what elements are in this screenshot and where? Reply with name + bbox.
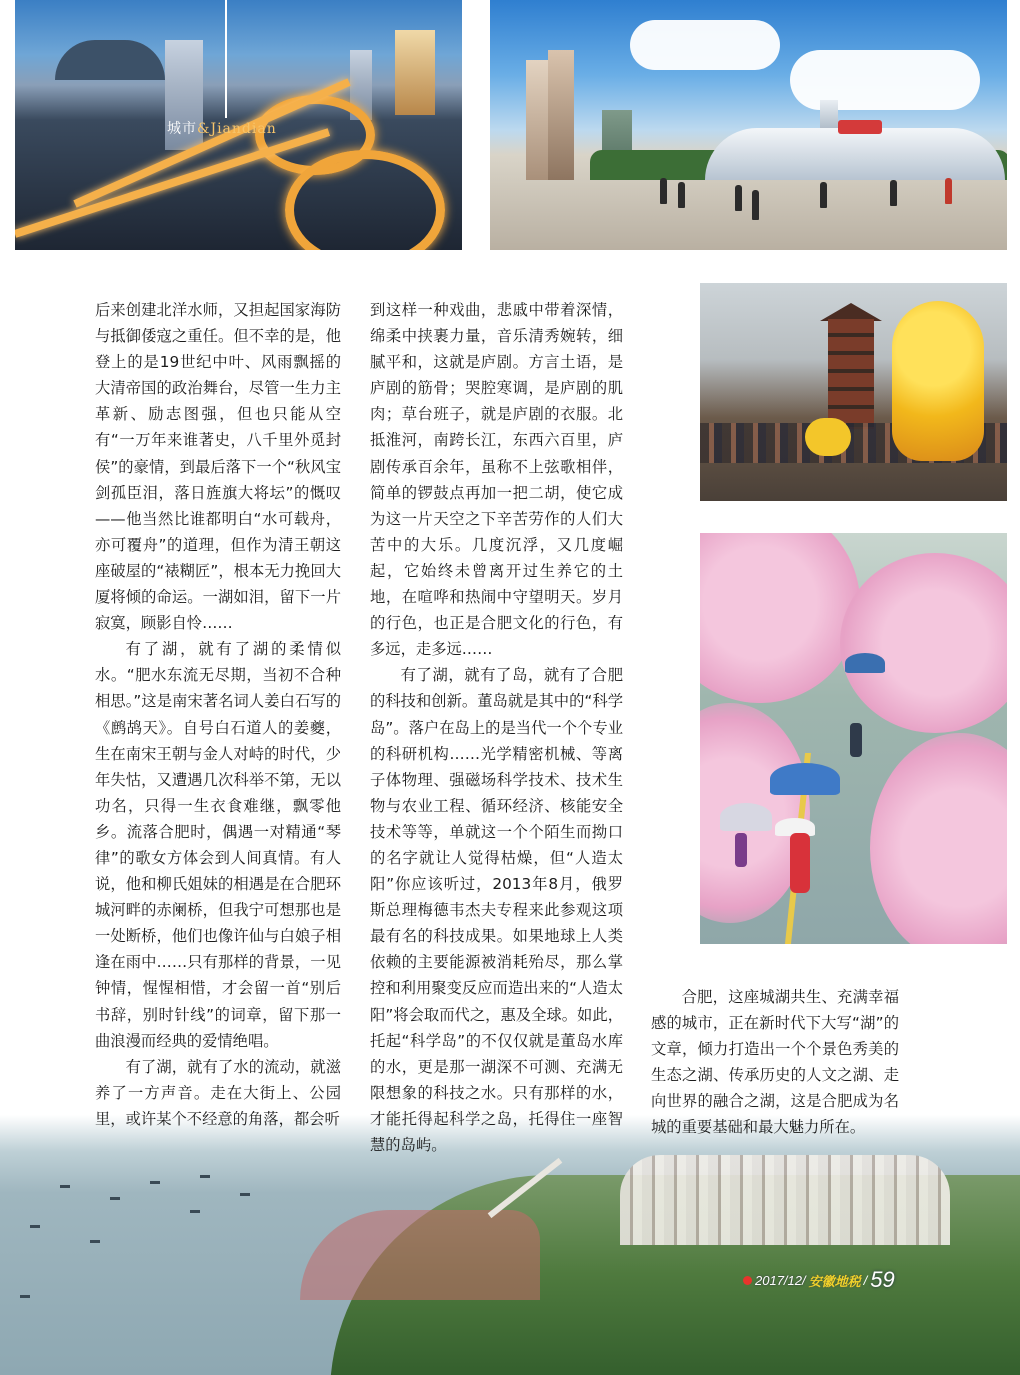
- photo-boat: [240, 1193, 250, 1196]
- photo-umbrella: [770, 763, 840, 795]
- page-folio: [743, 1268, 895, 1292]
- article-column-3: [651, 984, 899, 1141]
- photo-town-area: [620, 1155, 950, 1245]
- article-paragraph: 后来创建北洋水师，又担起国家海防与抵御倭寇之重任。但不幸的是，他登上的是19世纪中叶、风雨飘摇的大清帝国的政治舞台，尽管一生力主革新、励志图强，但也只能从空有“一万年来谁著史，八千里外觅封侯”的豪情，到最后落下一个“秋风宝剑孤臣泪，落日旌旗大将坛”的慨叹——他当然比谁都明白“水可载舟，亦可覆舟”的道理，但作为清王朝这座破屋的“裱糊匠”，根本无力挽回大厦将倾的命运。一湖如泪，留下一片寂寞，顾影自怜……: [95, 301, 341, 633]
- photo-person-shape: [890, 180, 897, 206]
- article-paragraph: 有了湖，就有了水的流动，就滋养了一方声音。走在大街上、公园里，或许某个不经意的角落，都会听: [95, 1057, 341, 1128]
- photo-walker: [850, 723, 862, 757]
- photo-cloud-shape: [790, 50, 980, 110]
- photo-lion-dance: [700, 283, 1007, 501]
- photo-person-shape: [660, 178, 667, 204]
- photo-walker: [735, 833, 747, 867]
- photo-umbrella: [720, 803, 772, 831]
- article-column-1: [95, 297, 341, 1132]
- folio-dot-icon: [743, 1276, 752, 1285]
- photo-building-shape: [548, 50, 574, 180]
- photo-hill-shape: [55, 40, 165, 80]
- photo-boat: [190, 1210, 200, 1213]
- photo-exhibition-hall: [705, 128, 1005, 180]
- photo-person-shape: [678, 182, 685, 208]
- photo-person-shape: [820, 182, 827, 208]
- photo-boat: [90, 1240, 100, 1243]
- photo-shore-area: [300, 1210, 540, 1300]
- page-number: 59: [870, 1267, 895, 1292]
- photo-boat: [150, 1181, 160, 1184]
- folio-separator: /: [863, 1272, 868, 1288]
- photo-decor-line: [225, 0, 227, 118]
- article-paragraph: 有了湖，就有了岛，就有了合肥的科技和创新。董岛就是其中的“科学岛”。落户在岛上的是当代一个个专业的科研机构……光学精密机械、等离子体物理、强磁场科学技术、技术生物与农业工程、循环经济、核能安全技术等等，单就这一个个陌生而拗口的名字就让人觉得枯燥，但“人造太阳”你应该听过，2013年8月，俄罗斯总理梅德韦杰夫专程来此参观这项最有名的科技成果。如果地球上人类依赖的主要能源被消耗殆尽，那么掌控和利用聚变反应而造出来的“人造太阳”将会取而代之，惠及全球。如此，托起“科学岛”的不仅仅就是董岛水库的水，更是那一湖深不可测、充满无限想象的科技之水。只有那样的水，才能托得起科学之岛，托得住一座智慧的岛屿。: [370, 666, 623, 1154]
- article-paragraph: 到这样一种戏曲，悲戚中带着深情，绵柔中挟裹力量，音乐清秀婉转，细腻平和，这就是庐剧。方言土语，是庐剧的筋骨；哭腔寒调，是庐剧的肌肉；草台班子，就是庐剧的衣服。北抵淮河，南跨长江，东西六百里，庐剧传承百余年，虽称不上弦歌相伴，简单的锣鼓点再加一把二胡，使它成为这一片天空之下辛苦劳作的人们大苦中的大乐。几度沉浮，又几度崛起，它始终未曾离开过生养它的土地，在喧哗和热闹中守望明天。岁月的行色，也正是合肥文化的行色，有多远，走多远……: [370, 301, 623, 659]
- photo-pagoda: [828, 319, 874, 429]
- photo-lion-costume: [892, 301, 984, 461]
- photo-umbrella: [845, 653, 885, 673]
- photo-person-red-coat: [790, 833, 810, 893]
- photo-boat: [20, 1295, 30, 1298]
- photo-blossom-cluster: [840, 553, 1007, 733]
- photo-boat: [110, 1197, 120, 1200]
- photo-boat: [200, 1175, 210, 1178]
- photo-person-shape: [752, 190, 759, 220]
- photo-red-sign: [838, 120, 882, 134]
- photo-person-shape: [945, 178, 952, 204]
- photo-city-plaza: [490, 0, 1007, 250]
- photo-caption-mark: [167, 118, 277, 138]
- photo-tower-shape: [395, 30, 435, 115]
- photo-person-shape: [735, 185, 742, 211]
- folio-date: 2017/12/: [755, 1272, 806, 1288]
- caption-mark-brand: &Jiandian: [197, 121, 277, 137]
- photo-city-interchange-night: [15, 0, 462, 250]
- photo-blossom-street: [700, 533, 1007, 944]
- article-column-2: [370, 297, 623, 1158]
- article-paragraph: 合肥，这座城湖共生、充满幸福感的城市，正在新时代下大写“湖”的文章，倾力打造出一个个景色秀美的生态之湖、传承历史的人文之湖、走向世界的融合之湖，这是合肥成为名城的重要基础和最大魅力所在。: [651, 988, 899, 1137]
- photo-small-lion: [805, 418, 851, 456]
- photo-blossom-cluster: [870, 733, 1007, 944]
- photo-boat: [60, 1185, 70, 1188]
- caption-mark-prefix: 城市: [167, 121, 197, 137]
- photo-cloud-shape: [630, 20, 780, 70]
- photo-boat: [30, 1225, 40, 1228]
- photo-blossom-cluster: [700, 533, 860, 703]
- folio-magazine-name: 安徽地税: [808, 1273, 861, 1289]
- article-paragraph: 有了湖，就有了湖的柔情似水。“肥水东流无尽期，当初不合种相思。”这是南宋著名词人姜白石写的《鹧鸪天》。自号白石道人的姜夔，生在南宋王朝与金人对峙的时代，少年失怙，又遭遇几次科举不第，无以功名，只得一生衣食难继，飘零他乡。流落合肥时，偶遇一对精通“琴律”的歌女方体会到人间真情。有人说，他和柳氏姐妹的相遇是在合肥环城河畔的赤阑桥，但我宁可想那也是一处断桥，他们也像许仙与白娘子相逢在雨中……只有那样的背景，一见钟情，惺惺相惜，才会留一首“别后书辞，别时针线”的词章，留下那一曲浪漫而经典的爱情绝唱。: [95, 640, 341, 1050]
